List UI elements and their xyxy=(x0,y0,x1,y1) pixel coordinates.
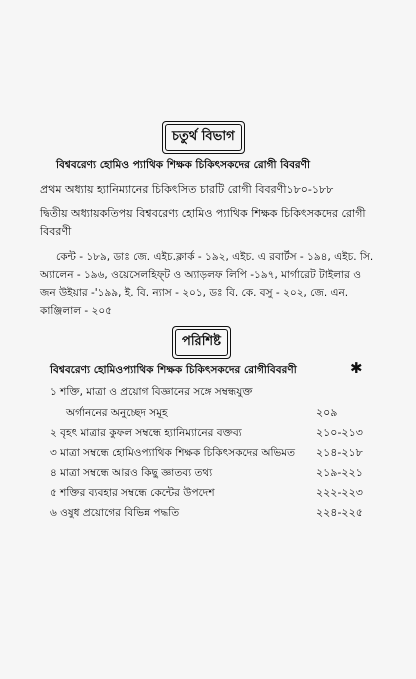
section4-title: চতুর্থ বিভাগ xyxy=(165,124,242,151)
appendix-item: ৬ ওষুধ প্রয়োগের বিভিন্ন পদ্ধতি xyxy=(50,507,180,519)
chapter-2-detail-line: জন উইয়ার -'১৯৯, ই. বি. ন্যাস - ২০১, ডঃ বি. কে. বসু - ২০২, জে. এন. xyxy=(40,287,349,299)
appendix-item-page: ২১০-২১৩ xyxy=(316,426,363,439)
appendix-title-box xyxy=(172,326,231,359)
appendix-item-page: ২১৯-২২১ xyxy=(316,466,363,479)
appendix-item: ৪ মাত্রা সম্বন্ধে আরও কিছু জ্ঞাতব্য তথ্য xyxy=(50,467,213,479)
chapter-2-detail-line: কেন্ট - ১৮৯, ডাঃ জে. এইচ.ক্লার্ক - ১৯২, এইচ. এ রবার্টস - ১৯৪, এইচ. সি. xyxy=(56,251,374,263)
section4-heading: বিশ্ববরেণ্য হোমিও প্যাথিক শিক্ষক চিকিৎসকদের রোগী বিবরণী xyxy=(56,159,311,171)
section4-title-box xyxy=(162,121,245,154)
chapter-2-detail-line: কাঞ্জিলাল - ২০৫ xyxy=(40,305,112,317)
appendix-item-page: ২১৪-২১৮ xyxy=(316,446,363,459)
chapter-2-entry: দ্বিতীয় অধ্যায়কতিপয় বিশ্ববরেণ্য হোমিও প্যাথিক শিক্ষক চিকিৎসকদের রোগী xyxy=(40,207,366,220)
appendix-item-page: ২২৪-২২৫ xyxy=(316,506,363,519)
chapter-1-entry: প্রথম অধ্যায় হ্যানিম্যানের চিকিৎসিত চারটি রোগী বিবরণী১৮০-১৮৮ xyxy=(40,183,334,196)
appendix-item: ২ বৃহৎ মাত্রার কুফল সম্বন্ধে হ্যানিম্যানের বক্তব্য xyxy=(50,427,242,439)
appendix-item: ৫ শক্তির ব্যবহার সম্বন্ধে কেন্টের উপদেশ xyxy=(50,487,215,499)
appendix-heading: বিশ্ববরেণ্য হোমিওপ্যাথিক শিক্ষক চিকিৎসকদের রোগীবিবরণী xyxy=(50,364,297,376)
chapter-2-entry-cont: বিবরণী xyxy=(40,225,72,238)
appendix-item-page: ২২২-২২৩ xyxy=(316,486,363,499)
chapter-2-detail-line: অ্যালেন - ১৯৬, ওয়েসেলহিফ্‌ট ও অ্যাড়লফ লিপি -১৯৭, মার্গারেট টাইলার ও xyxy=(40,269,361,281)
appendix-item-page: ২০৯ xyxy=(316,406,338,419)
appendix-item: ১ শক্তি, মাত্রা ও প্রয়োগ বিজ্ঞানের সঙ্গে সম্বন্ধযুক্ত xyxy=(50,386,253,398)
asterisk-icon: ✱ xyxy=(350,359,363,377)
appendix-item: অর্গাননের অনুচ্ছেদ সমূহ xyxy=(66,407,168,419)
appendix-item: ৩ মাত্রা সম্বন্ধে হোমিওপ্যাথিক শিক্ষক চিকিৎসকদের অভিমত xyxy=(50,447,296,459)
appendix-title: পরিশিষ্ট xyxy=(175,329,228,356)
